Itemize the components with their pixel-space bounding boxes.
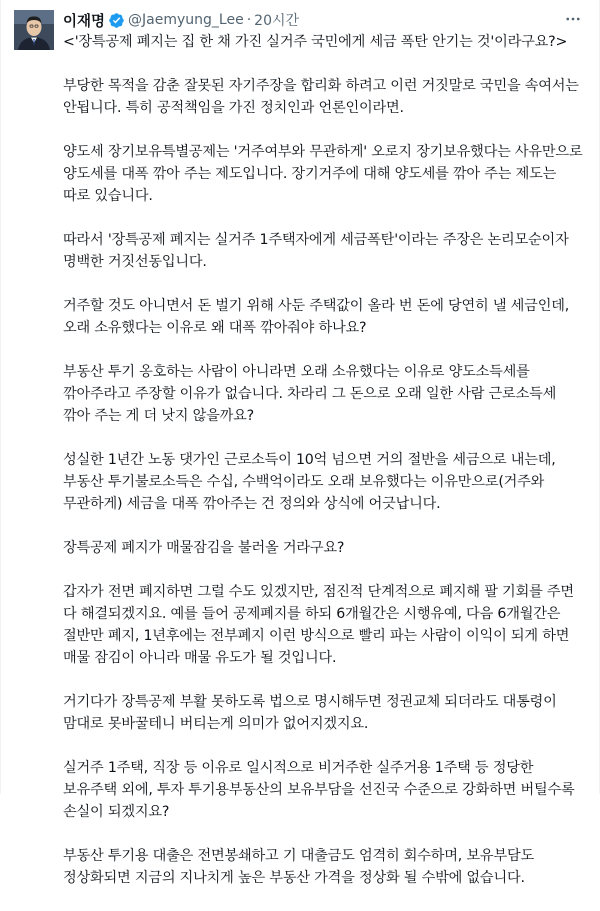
more-options-icon[interactable] xyxy=(561,9,585,29)
tweet-paragraph: 갑자가 전면 폐지하면 그럴 수도 있겠지만, 점진적 단계적으로 폐지해 팔 기회를 주면 다 해결되겠지요. 예를 들어 공제폐지를 하되 6개월간은 시행유예, 다음 6개월간은 절반만 폐지, 1년후에는 전부폐지 이런 방식으로 빨리 파는 사람이 이익이 되게 하면 매물 잠김이 아니라 매물 유도가 될 것입니다. xyxy=(63,584,574,666)
author-handle[interactable]: @Jaemyung_Lee xyxy=(128,12,244,28)
tweet-paragraph: 양도세 장기보유특별공제는 '거주여부와 무관하게' 오로지 장기보유했다는 사유만으로 양도세를 대폭 깎아 주는 제도입니다. 장기거주에 대해 양도세를 깎아 주는 제도는 따로 있습니다. xyxy=(63,144,583,204)
tweet-paragraph: 거주할 것도 아니면서 돈 벌기 위해 사둔 주택값이 올라 번 돈에 당연히 낼 세금인데, 오래 소유했다는 이유로 왜 대폭 깎아줘야 하나요? xyxy=(63,298,570,336)
post-time[interactable]: 20시간 xyxy=(254,13,300,29)
tweet-paragraph: 부당한 목적을 감춘 잘못된 자기주장을 합리화 하려고 이런 거짓말로 국민을 속여서는 안됩니다. 특히 공적책임을 가진 정치인과 언론인이라면. xyxy=(63,78,579,116)
tweet-paragraph: 부동산 투기용 대출은 전면봉쇄하고 기 대출금도 엄격히 회수하며, 보유부담도 정상화되면 지금의 지나치게 높은 부동산 가격을 정상화 될 수밖에 없습니다. xyxy=(63,848,534,886)
profile-photo-icon xyxy=(14,10,54,50)
tweet-paragraph: 따라서 '장특공제 폐지는 실거주 1주택자에게 세금폭탄'이라는 주장은 논리모순이자 명백한 거짓선동입니다. xyxy=(63,232,569,270)
avatar[interactable] xyxy=(14,10,54,50)
tweet-paragraph: 장특공제 폐지가 매물잠김을 불러올 거라구요? xyxy=(63,540,345,556)
tweet-text xyxy=(63,31,585,911)
tweet-paragraph: <'장특공제 폐지는 집 한 채 가진 실거주 국민에게 세금 폭탄 안기는 것'이라구요?> xyxy=(63,34,568,50)
separator-dot: · xyxy=(246,12,252,28)
verified-badge-icon[interactable] xyxy=(108,12,125,29)
tweet-header xyxy=(63,10,299,30)
tweet-paragraph: 성실한 1년간 노동 댓가인 근로소득이 10억 넘으면 거의 절반을 세금으로 내는데, 부동산 투기불로소득은 수십, 수백억이라도 오래 보유했다는 이유만으로(거주와 무관하게) 세금을 대폭 깎아주는 건 정의와 상식에 어긋납니다. xyxy=(63,452,556,512)
tweet-paragraph: 부동산 투기 옹호하는 사람이 아니라면 오래 소유했다는 이유로 양도소득세를 깎아주라고 주장할 이유가 없습니다. 차라리 그 돈으로 오래 일한 사람 근로소득세 깎아 주는 게 더 낫지 않을까요? xyxy=(63,364,557,424)
tweet-paragraph: 거기다가 장특공제 부활 못하도록 법으로 명시해두면 정권교체 되더라도 대통령이 맘대로 못바꿀테니 버티는게 의미가 없어지겠지요. xyxy=(63,694,557,732)
author-name[interactable]: 이재명 xyxy=(63,13,106,30)
tweet-paragraph: 실거주 1주택, 직장 등 이유로 일시적으로 비거주한 실주거용 1주택 등 정당한 보유주택 외에, 투자 투기용부동산의 보유부담을 선진국 수준으로 강화하면 버틸수록 손실이 되겠지요? xyxy=(63,760,575,820)
